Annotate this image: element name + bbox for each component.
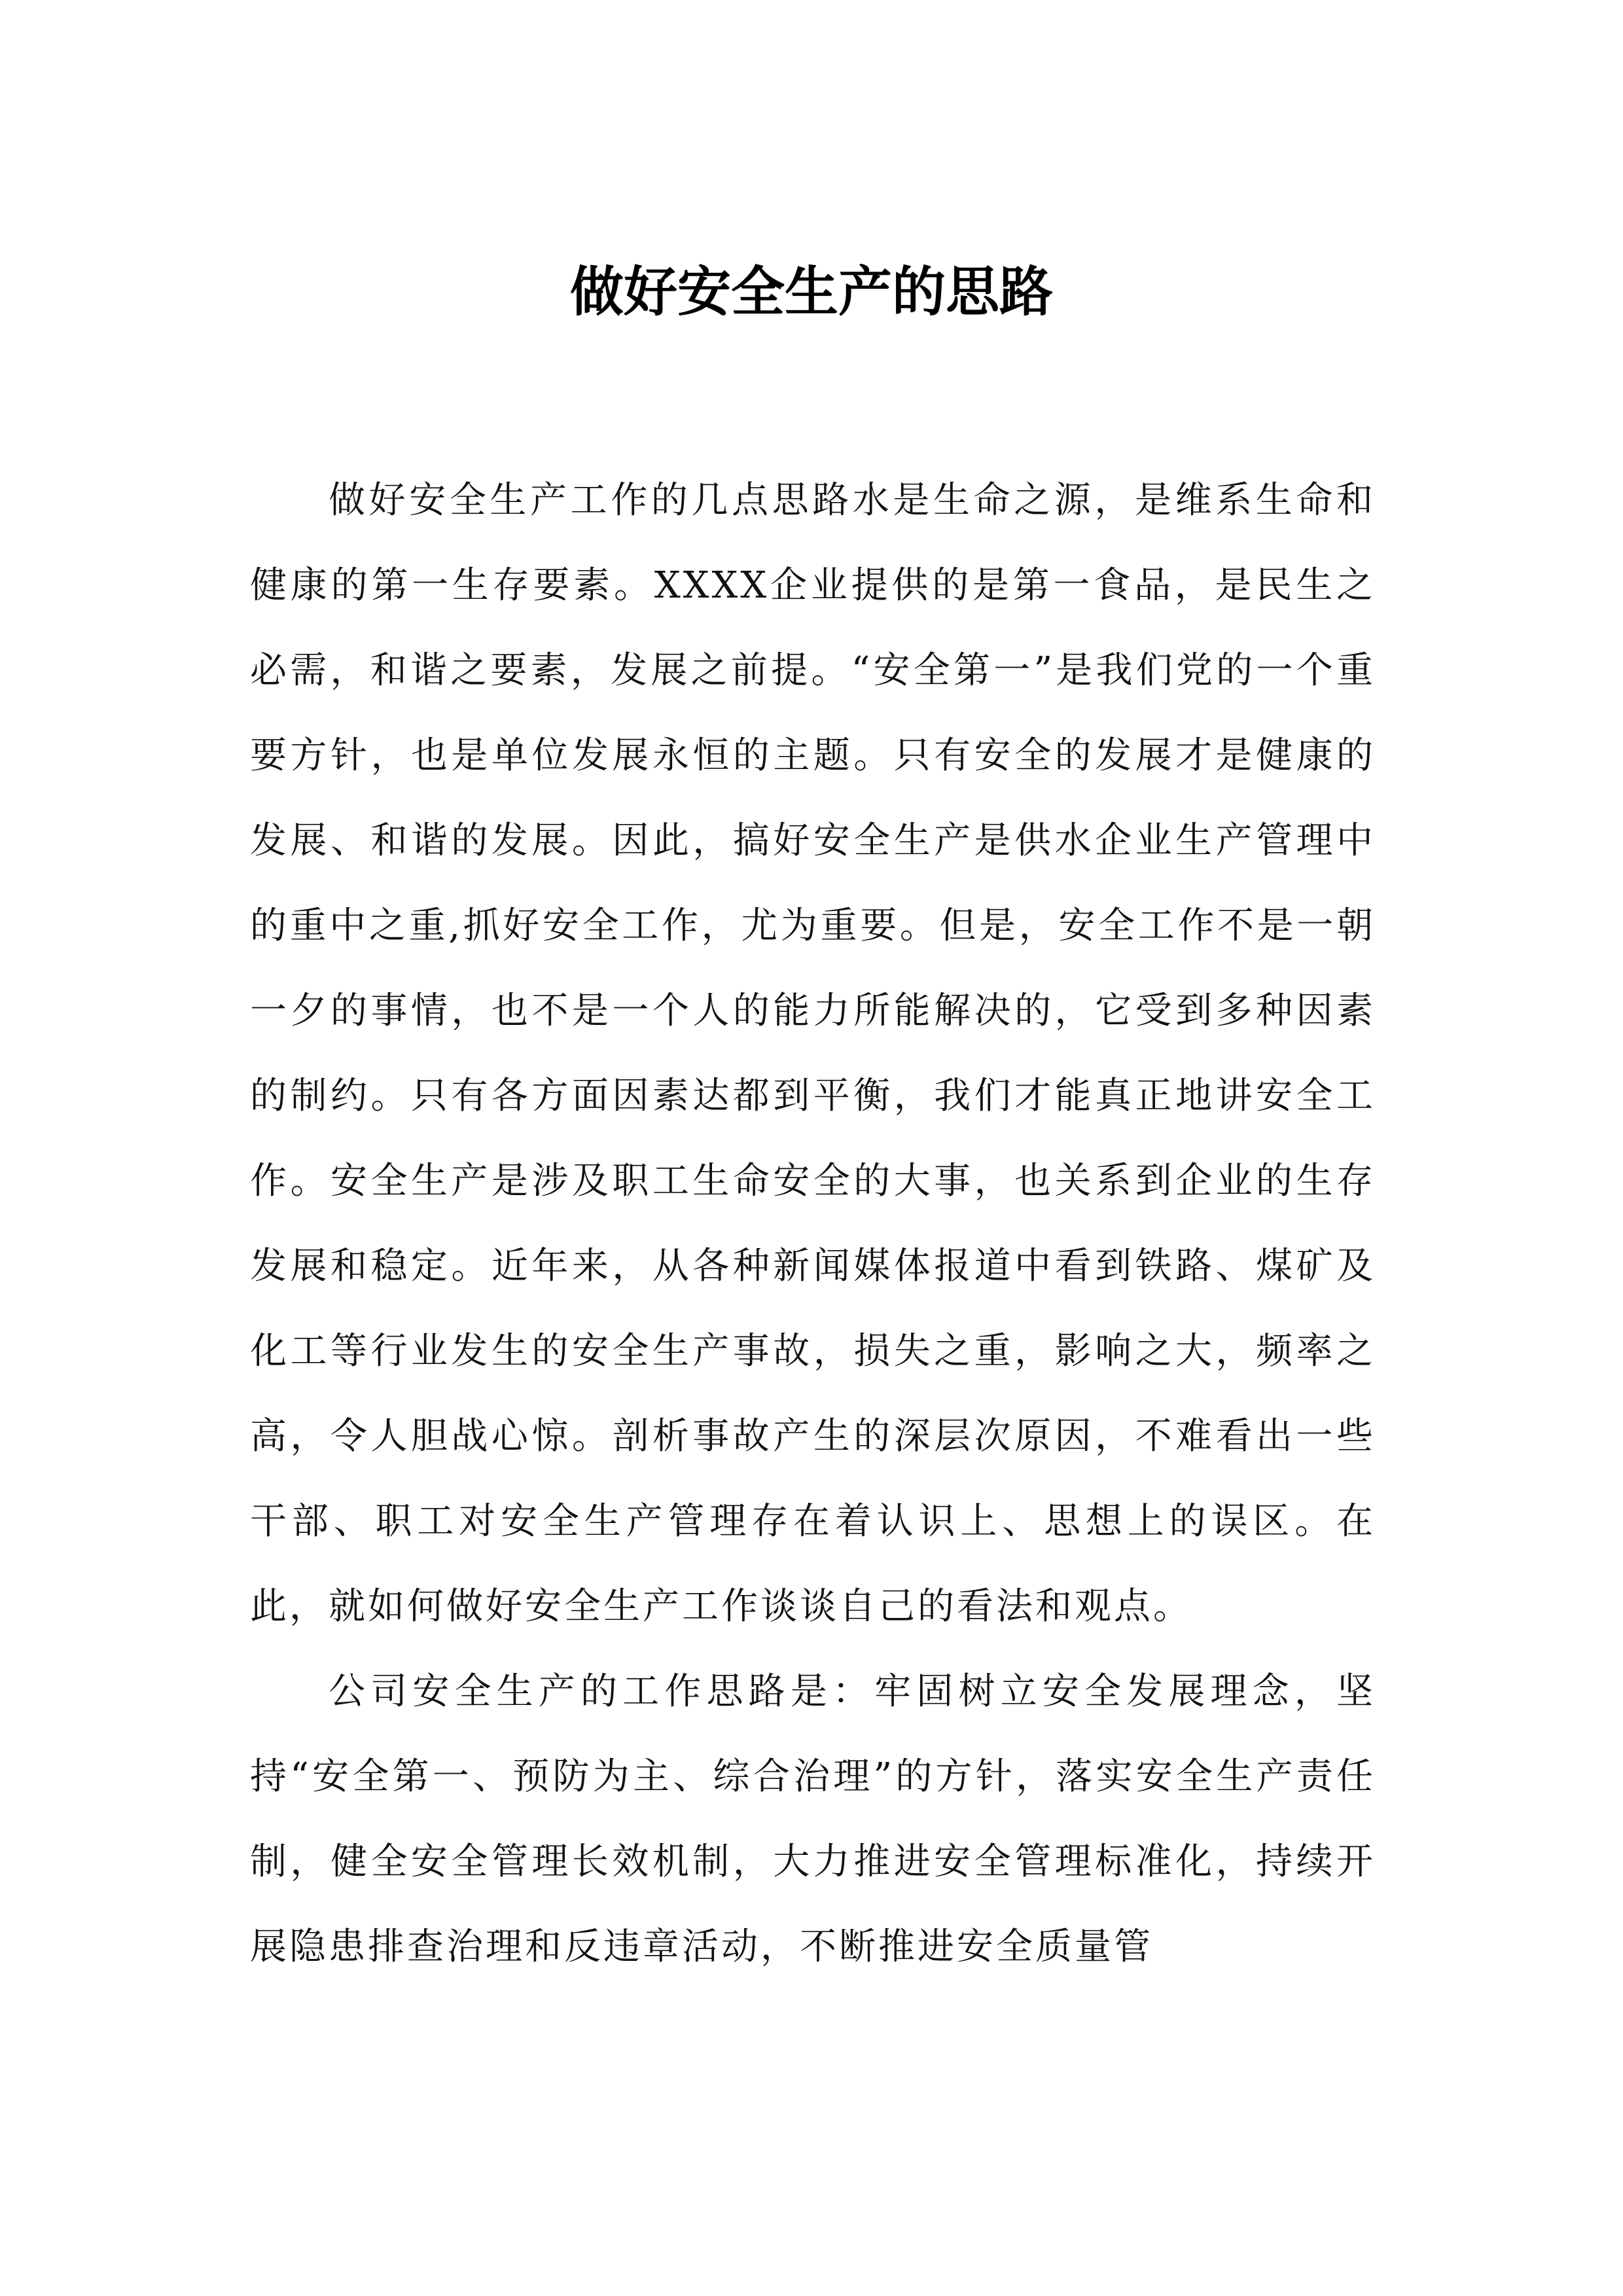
paragraph-2: 公司安全生产的工作思路是：牢固树立安全发展理念，坚持“安全第一、预防为主、综合治理”的方针，落实安全生产责任制，健全安全管理长效机制，大力推进安全管理标准化，持续开展隐患排查治理和反违章活动，不断推进安全质量管 <box>250 1670 1376 1968</box>
paragraph-1: 做好安全生产工作的几点思路水是生命之源，是维系生命和健康的第一生存要素。XXXX企业提供的是第一食品，是民生之必需，和谐之要素，发展之前提。“安全第一”是我们党的一个重要方针，也是单位发展永恒的主题。只有安全的发展才是健康的发展、和谐的发展。因此，搞好安全生产是供水企业生产管理中的重中之重,抓好安全工作，尤为重要。但是，安全工作不是一朝一夕的事情，也不是一个人的能力所能解决的，它受到多种因素的制约。只有各方面因素达都到平衡，我们才能真正地讲安全工作。安全生产是涉及职工生命安全的大事，也关系到企业的生存发展和稳定。近年来，从各种新闻媒体报道中看到铁路、煤矿及化工等行业发生的安全生产事故，损失之重，影响之大，频率之高，令人胆战心惊。剖析事故产生的深层次原因，不难看出一些干部、职工对安全生产管理存在着认识上、思想上的误区。在此，就如何做好安全生产工作谈谈自己的看法和观点。 <box>250 479 1376 1628</box>
document-title: 做好安全生产的思路 <box>569 261 1053 323</box>
document-body <box>250 458 1376 1990</box>
